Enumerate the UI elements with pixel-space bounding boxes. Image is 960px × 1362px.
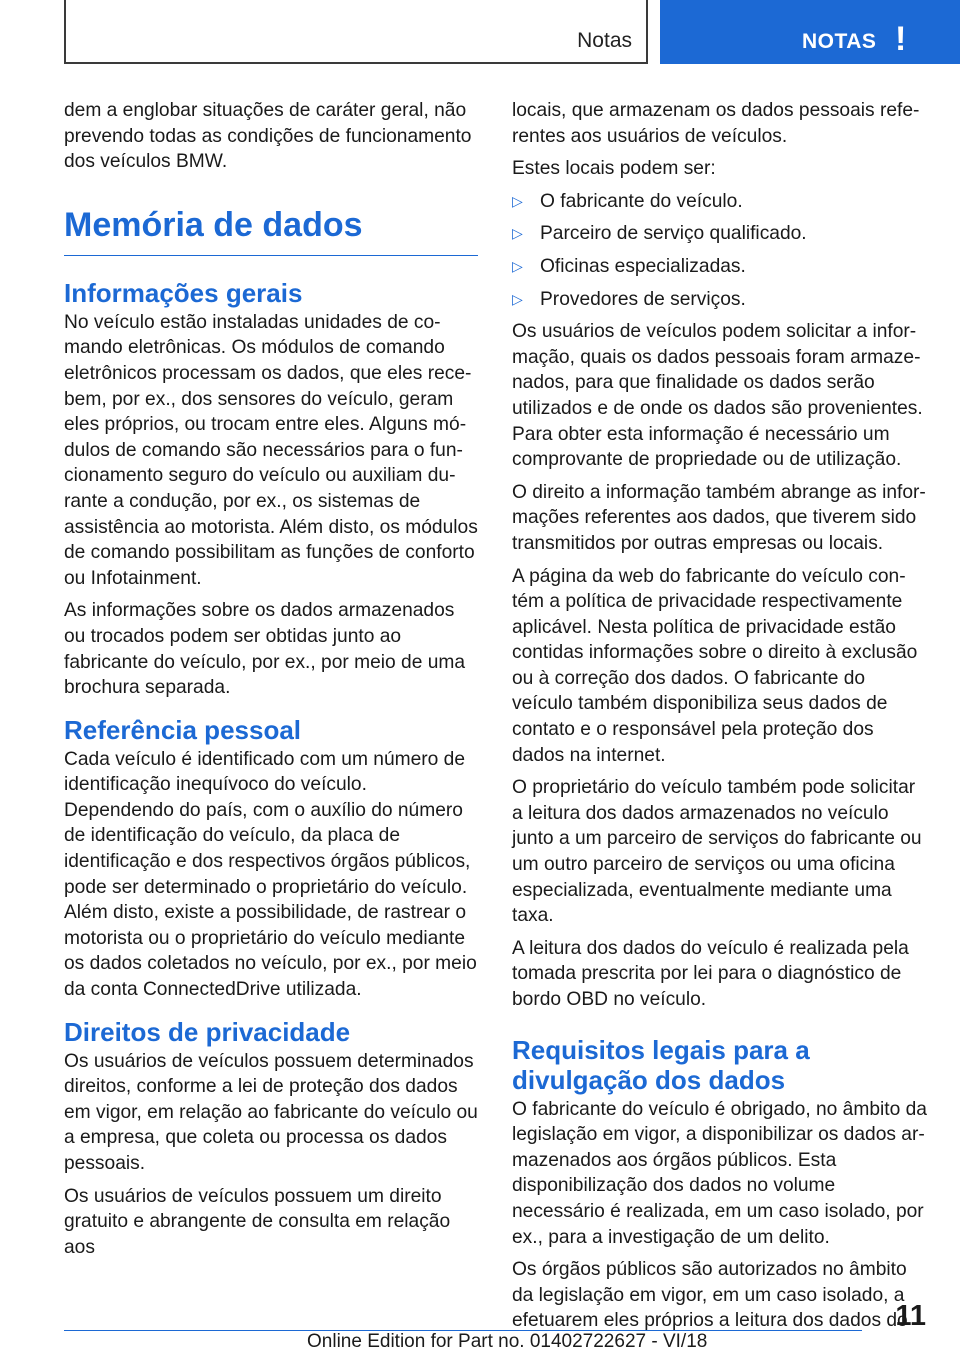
left-column [64, 98, 478, 1267]
section-heading: Requisitos legais para a divulgação dos dados [512, 1034, 810, 1095]
triangle-bullet-icon: ▷ [512, 192, 523, 209]
paragraph: A página da web do fabricante do veículo contém a política de privacidade respectivamente aplicável. Nesta política de privacidade estão contidas informações sobre o direito à exclusão ou à correção dos dados. O fabricante do veículo também disponibiliza seus dados de contato e o responsável pela proteção dos dados na internet. [512, 565, 918, 766]
paragraph: O fabricante do veículo é obrigado, no âmbito da legislação em vigor, a disponibilizar os dados armazenados aos órgãos públicos. Esta disponibilização dos dados no volume necessário é realizada, em um caso isolado, por ex., para a investigação de um delito. [512, 1098, 927, 1248]
paragraph: A leitura dos dados do veículo é realizada pela tomada prescrita por lei para o diagnóstico de bordo OBD no veículo. [512, 937, 909, 1010]
paragraph: Cada veículo é identificado com um número de identificação inequívoco do veículo. Dependendo do país, com o auxílio do número de identificação do veículo, da placa de identificação e dos respectivos órgãos públicos, pode ser determinado o proprietário do veículo. Além disto, existe a possibilidade, de rastrear o motorista ou o proprietário do veículo mediante os dados coletados no veículo, por ex., por meio da conta ConnectedDrive utilizada. [64, 748, 477, 1001]
exclamation-icon: ! [895, 20, 907, 58]
section-heading: Informações gerais [64, 277, 303, 308]
section-heading: Referência pessoal [64, 714, 302, 745]
triangle-bullet-icon: ▷ [512, 257, 523, 274]
triangle-bullet-icon: ▷ [512, 225, 523, 242]
triangle-bullet-icon: ▷ [512, 290, 523, 307]
paragraph: Estes locais podem ser: [512, 158, 716, 180]
right-column [512, 98, 930, 1341]
paragraph: Os usuários de veículos possuem determinados direitos, conforme a lei de proteção dos dados em vigor, em relação ao fabricante do veículo ou a empresa, que coleta ou processa os dados pessoais. [64, 1050, 478, 1174]
paragraph: locais, que armazenam os dados pessoais referentes aos usuários de veículos. [512, 100, 920, 147]
paragraph: As informações sobre os dados armazenados ou trocados podem ser obtidas junto ao fabricante do veículo, por ex., por meio de uma brochura separada. [64, 600, 466, 699]
paragraph: Os usuários de veículos possuem um direito gratuito e abrangente de consulta em relação aos [64, 1185, 451, 1258]
paragraph: No veículo estão instaladas unidades de comando eletrônicas. Os módulos de comando eletrônicos processam os dados, que eles recebem, por ex., dos sensores do veículo, geram eles próprios, ou trocam entre eles. Alguns módulos de comando são necessários para o funcionamento seguro do veículo ou auxiliam durante a condução, por ex., os sistemas de assistência ao motorista. Além disto, os módulos de comando possibilitam as funções de conforto ou Infotainment. [64, 311, 478, 589]
bullet-list [512, 189, 930, 312]
header-section-title: Notas [577, 29, 632, 52]
paragraph: dem a englobar situações de caráter geral, não prevendo todas as condições de funcionamento dos veículos BMW. [64, 100, 472, 173]
list-item: ▷ Oficinas especializadas. [512, 254, 930, 280]
chapter-heading: Memória de dados [64, 201, 478, 256]
header-section-box [64, 0, 648, 64]
list-item: ▷ Parceiro de serviço qualificado. [512, 221, 930, 247]
list-item: ▷ Provedores de serviços. [512, 287, 930, 313]
paragraph: O direito a informação também abrange as informações referentes aos dados, que tiverem sido transmitidos por outras empresas ou locais. [512, 481, 926, 554]
header-chapter-tab [660, 0, 960, 64]
paragraph: Os usuários de veículos podem solicitar a informação, quais os dados pessoais foram armazenados, para que finalidade os dados serão utilizados e de onde os dados são provenientes. Para obter esta informação é necessário um comprovante de propriedade ou de utilização. [512, 321, 923, 471]
header-chapter-title: NOTAS [802, 30, 877, 53]
section-heading: Direitos de privacidade [64, 1016, 351, 1047]
list-item: ▷ O fabricante do veículo. [512, 189, 930, 215]
page-number: 11 [895, 1300, 926, 1332]
footer-edition: Online Edition for Part no. 01402722627 - VI/18 [307, 1331, 708, 1352]
paragraph: Os órgãos públicos são autorizados no âmbito da legislação em vigor, em um caso isolado, a efetuarem eles próprios a leitura dos dados do [512, 1259, 908, 1332]
paragraph: O proprietário do veículo também pode solicitar a leitura dos dados armazenados no veículo junto a um parceiro de serviços do fabricante ou um outro parceiro de serviços ou uma oficina especializada, eventualmente mediante uma taxa. [512, 777, 922, 927]
